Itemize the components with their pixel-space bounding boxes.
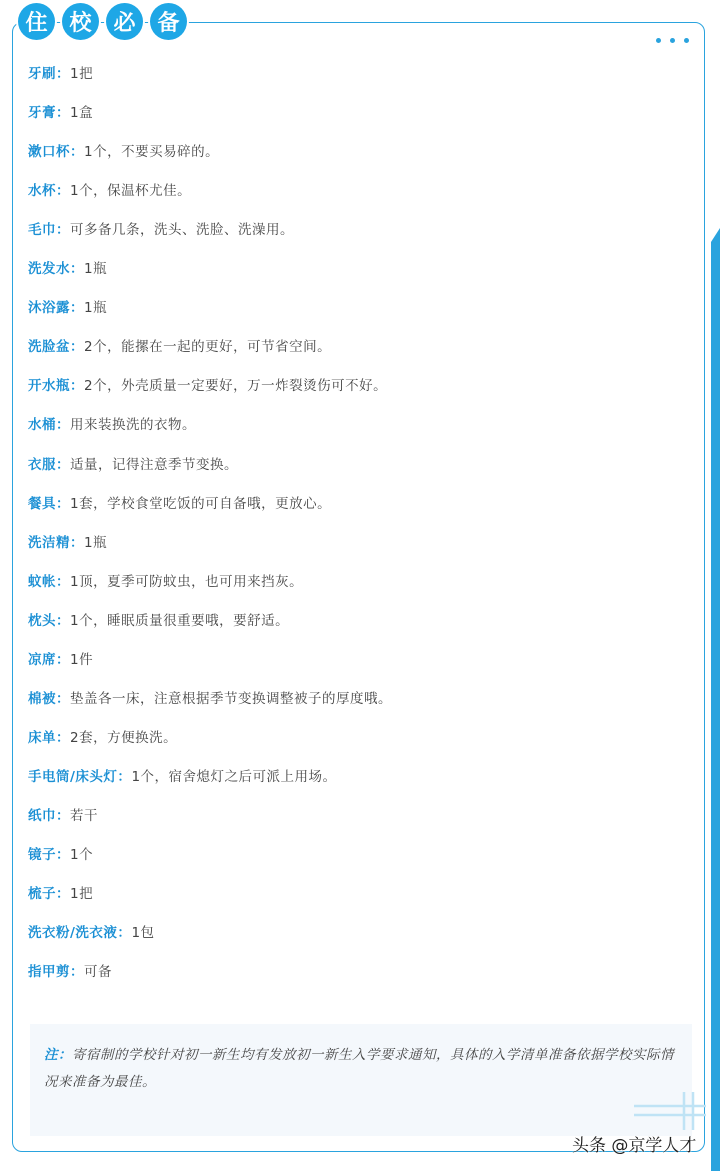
item-name: 沐浴露： [28, 300, 84, 317]
list-item [28, 729, 177, 747]
list-item [28, 768, 337, 786]
accent-notch [711, 228, 720, 242]
list-item [28, 534, 107, 552]
list-item [28, 65, 93, 83]
item-desc: 1件 [70, 651, 94, 668]
right-edge-accent [711, 228, 720, 1171]
item-name: 洗发水： [28, 261, 84, 278]
item-name: 漱口杯： [28, 144, 84, 161]
list-item [28, 143, 219, 161]
item-name: 牙刷： [28, 66, 70, 82]
list-item [28, 807, 98, 825]
item-desc: 1套，学校食堂吃饭的可自备哦，更放心。 [70, 495, 332, 512]
item-name: 枕头： [28, 612, 70, 629]
list-item [28, 612, 289, 630]
item-desc: 1瓶 [84, 300, 108, 317]
list-item [28, 885, 93, 903]
item-name: 衣服： [28, 456, 70, 473]
item-name: 开水瓶： [28, 378, 84, 395]
item-desc: 1个，保温杯尤佳。 [70, 183, 192, 200]
item-desc: 1盒 [70, 105, 94, 122]
list-item [28, 377, 387, 395]
title-char: 备 [150, 3, 187, 40]
item-desc: 2个，能摞在一起的更好，可节省空间。 [84, 339, 332, 356]
page-title [18, 3, 187, 40]
hash-decoration-icon [634, 1090, 706, 1130]
item-name: 水杯： [28, 183, 70, 200]
list-item [28, 338, 331, 356]
item-desc: 1个 [70, 847, 94, 863]
list-item [28, 260, 107, 278]
item-desc: 2个，外壳质量一定要好，万一炸裂烫伤可不好。 [84, 378, 388, 395]
item-name: 餐具： [28, 495, 70, 512]
item-name: 床单： [28, 729, 70, 746]
item-name: 梳子： [28, 886, 70, 903]
item-desc: 可多备几条，洗头、洗脸、洗澡用。 [70, 222, 294, 239]
item-name: 毛巾： [28, 222, 70, 239]
item-name: 纸巾： [28, 807, 70, 824]
more-dots-icon [656, 38, 689, 43]
item-desc: 1把 [70, 66, 94, 82]
item-name: 洗衣粉/洗衣液： [28, 925, 132, 942]
item-name: 凉席： [28, 651, 70, 668]
title-char: 必 [106, 3, 143, 40]
title-char: 住 [18, 3, 55, 40]
dot [684, 38, 689, 43]
item-desc: 1瓶 [84, 534, 108, 551]
dot [670, 38, 675, 43]
item-desc: 可备 [84, 964, 112, 981]
list-item [28, 299, 107, 317]
item-name: 棉被： [28, 690, 70, 707]
item-name: 指甲剪： [28, 964, 84, 981]
list-item [28, 924, 155, 942]
item-desc: 垫盖各一床，注意根据季节变换调整被子的厚度哦。 [70, 690, 392, 707]
item-name: 水桶： [28, 417, 70, 434]
list-item [28, 573, 303, 591]
list-item [28, 221, 294, 239]
list-item [28, 846, 93, 864]
dot [656, 38, 661, 43]
item-desc: 若干 [70, 807, 98, 824]
list-item [28, 495, 331, 513]
list-item [28, 456, 238, 474]
list-item [28, 651, 93, 669]
item-name: 蚊帐： [28, 573, 70, 590]
note-label: 注： [44, 1047, 72, 1063]
item-desc: 2套，方便换洗。 [70, 729, 178, 746]
item-desc: 1把 [70, 886, 94, 903]
list-item [28, 963, 112, 981]
item-desc: 1个，不要买易碎的。 [84, 144, 220, 161]
item-desc: 1个，睡眠质量很重要哦，要舒适。 [70, 612, 290, 629]
item-name: 洗洁精： [28, 534, 84, 551]
item-desc: 1个，宿舍熄灯之后可派上用场。 [131, 768, 337, 785]
note-box [30, 1024, 692, 1136]
item-name: 镜子： [28, 847, 70, 863]
note-text: 寄宿制的学校针对初一新生均有发放初一新生入学要求通知，具体的入学清单准备依据学校实际情况来准备为最佳。 [44, 1047, 674, 1090]
list-item [28, 690, 392, 708]
item-name: 牙膏： [28, 105, 70, 122]
list-item [28, 416, 196, 434]
item-name: 手电筒/床头灯： [28, 768, 132, 785]
item-desc: 1包 [131, 925, 155, 942]
list-item [28, 104, 93, 122]
item-desc: 1瓶 [84, 261, 108, 278]
list-item [28, 182, 191, 200]
item-desc: 用来装换洗的衣物。 [70, 417, 196, 434]
item-desc: 适量，记得注意季节变换。 [70, 456, 238, 473]
item-name: 洗脸盆： [28, 339, 84, 356]
item-desc: 1顶，夏季可防蚊虫，也可用来挡灰。 [70, 573, 304, 590]
title-char: 校 [62, 3, 99, 40]
watermark: 头条 @京学人才 [572, 1136, 697, 1156]
